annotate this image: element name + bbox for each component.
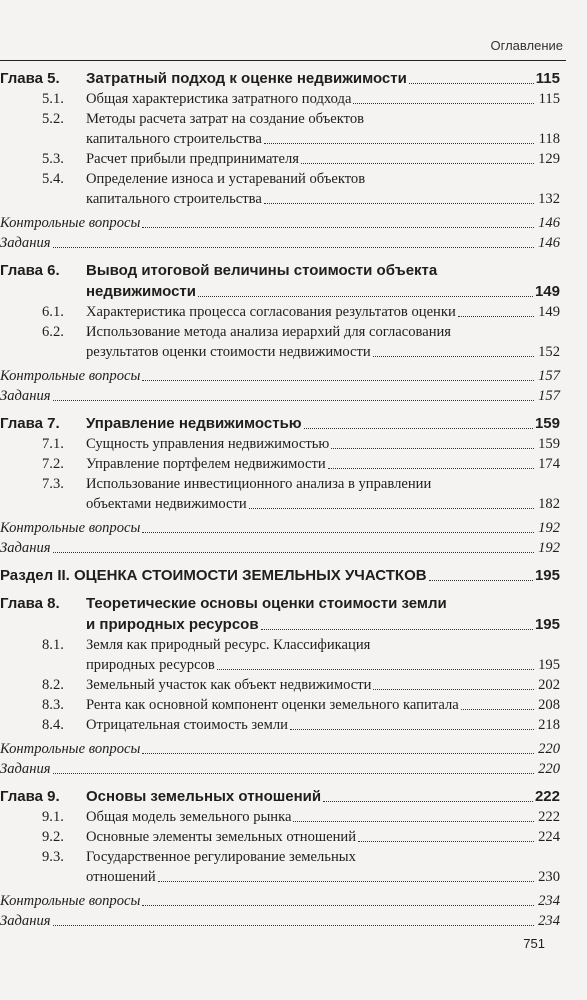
toc-section-entry[interactable] (0, 109, 560, 149)
toc-section-entry[interactable] (0, 169, 560, 209)
toc-line (0, 807, 560, 827)
toc-title: Задания (0, 761, 51, 777)
toc-line (0, 494, 560, 514)
toc-tail (86, 413, 560, 434)
toc-title: Сущность управления недвижимостью (86, 436, 330, 452)
toc-title: Общая модель земельного рынка (86, 809, 292, 825)
toc-title: Вывод итоговой величины стоимости объекта (86, 262, 438, 279)
toc-page-number: 195 (534, 567, 560, 584)
toc-tail (86, 281, 560, 302)
toc-extra-entry[interactable] (0, 891, 560, 911)
toc-line (0, 322, 560, 342)
toc-page-number: 234 (538, 893, 560, 909)
toc-line (0, 759, 560, 779)
toc-page-number: 222 (534, 788, 560, 805)
toc-line (0, 786, 560, 807)
toc-dot-leader (328, 468, 534, 469)
toc-page-number: 224 (538, 829, 560, 845)
toc-section-entry[interactable] (0, 454, 560, 474)
toc-page-number: 132 (538, 191, 560, 207)
toc-number: Глава 5. (0, 70, 60, 87)
toc-tail (0, 386, 560, 406)
toc-dot-leader (249, 508, 534, 509)
toc-dot-leader (461, 709, 534, 710)
toc-title: Управление портфелем недвижимости (86, 456, 326, 472)
toc-dot-leader (429, 580, 533, 581)
toc-tail (86, 494, 560, 514)
toc-dot-leader (373, 356, 534, 357)
toc-page-number: 192 (538, 520, 560, 536)
toc-section-entry[interactable] (0, 434, 560, 454)
toc-tail (86, 434, 560, 454)
toc-line (0, 213, 560, 233)
toc-tail (0, 538, 560, 558)
toc-tail (86, 827, 560, 847)
toc-title: Основы земельных отношений (86, 788, 322, 805)
toc-page-number: 149 (538, 304, 560, 320)
toc-title: Отрицательная стоимость земли (86, 717, 288, 733)
toc-tail (86, 342, 560, 362)
toc-line (0, 474, 560, 494)
toc-line (0, 129, 560, 149)
toc-line (0, 847, 560, 867)
header-rule (0, 60, 566, 61)
toc-line (0, 260, 560, 281)
toc-title: Задания (0, 388, 51, 404)
toc-number: 5.2. (42, 111, 64, 127)
toc-tail (0, 366, 560, 386)
toc-title-continued: и природных ресурсов (86, 616, 259, 633)
toc-title: Задания (0, 540, 51, 556)
toc-line (0, 911, 560, 931)
toc-chapter-entry[interactable] (0, 786, 560, 807)
page-number: 751 (523, 936, 545, 951)
toc-chapter-entry[interactable] (0, 68, 560, 89)
toc-dot-leader (158, 881, 534, 882)
toc-line (0, 827, 560, 847)
toc-number: 8.1. (42, 637, 64, 653)
toc-page-number: 195 (534, 616, 560, 633)
toc-extra-entry[interactable] (0, 386, 560, 406)
toc-section-entry[interactable] (0, 322, 560, 362)
toc-section-entry[interactable] (0, 474, 560, 514)
toc-extra-entry[interactable] (0, 233, 560, 253)
toc-line (0, 695, 560, 715)
toc-number: 5.4. (42, 171, 64, 187)
toc-line (0, 635, 560, 655)
toc-page-number: 157 (538, 368, 560, 384)
toc-tail (86, 786, 560, 807)
toc-number: Глава 8. (0, 595, 60, 612)
toc-section-entry[interactable] (0, 89, 560, 109)
toc-tail (86, 807, 560, 827)
toc-tail (0, 911, 560, 931)
toc-section-entry[interactable] (0, 847, 560, 887)
toc-tail (86, 302, 560, 322)
toc-line (0, 109, 560, 129)
toc-page-number: 192 (538, 540, 560, 556)
toc-title: Управление недвижимостью (86, 415, 302, 432)
toc-line (0, 565, 560, 586)
toc-page-number: 159 (534, 415, 560, 432)
toc-extra-entry[interactable] (0, 538, 560, 558)
table-of-contents (0, 68, 560, 931)
toc-number: 7.1. (42, 436, 64, 452)
toc-line (0, 233, 560, 253)
toc-dot-leader (358, 841, 534, 842)
toc-page-number: 129 (538, 151, 560, 167)
toc-number: Глава 6. (0, 262, 60, 279)
toc-tail (0, 759, 560, 779)
toc-page-number: 182 (538, 496, 560, 512)
toc-number: 9.3. (42, 849, 64, 865)
toc-title: Теоретические основы оценки стоимости земли (86, 595, 447, 612)
toc-dot-leader (53, 247, 534, 248)
toc-number: 6.1. (42, 304, 64, 320)
toc-page-number: 208 (538, 697, 560, 713)
toc-title: Основные элементы земельных отношений (86, 829, 357, 845)
toc-dot-leader (458, 316, 534, 317)
toc-title: Использование инвестиционного анализа в управлении (86, 476, 432, 492)
toc-line (0, 593, 560, 614)
toc-dot-leader (331, 448, 534, 449)
toc-title: Использование метода анализа иерархий для согласования (86, 324, 452, 340)
toc-line (0, 281, 560, 302)
toc-number: 8.2. (42, 677, 64, 693)
toc-dot-leader (264, 143, 534, 144)
toc-line (0, 413, 560, 434)
toc-title: Раздел II. ОЦЕНКА СТОИМОСТИ ЗЕМЕЛЬНЫХ УЧАСТКОВ (0, 567, 427, 584)
toc-title: Затратный подход к оценке недвижимости (86, 70, 407, 87)
toc-dot-leader (304, 428, 533, 429)
toc-tail (0, 213, 560, 233)
toc-title: Методы расчета затрат на создание объектов (86, 111, 365, 127)
toc-dot-leader (142, 380, 534, 381)
toc-title: Земельный участок как объект недвижимости (86, 677, 372, 693)
toc-page-number: 195 (538, 657, 560, 673)
toc-dot-leader (142, 905, 534, 906)
toc-number: 8.4. (42, 717, 64, 733)
toc-number: 6.2. (42, 324, 64, 340)
toc-tail (86, 614, 560, 635)
toc-section-entry[interactable] (0, 695, 560, 715)
toc-line (0, 169, 560, 189)
toc-dot-leader (198, 296, 533, 297)
toc-line (0, 538, 560, 558)
toc-page-number: 146 (538, 235, 560, 251)
toc-title: Контрольные вопросы (0, 520, 141, 536)
toc-dot-leader (373, 689, 534, 690)
toc-tail (0, 565, 560, 586)
toc-number: 5.3. (42, 151, 64, 167)
toc-dot-leader (261, 629, 533, 630)
toc-line (0, 715, 560, 735)
toc-page-number: 146 (538, 215, 560, 231)
toc-title: Рента как основной компонент оценки земельного капитала (86, 697, 459, 713)
toc-page-number: 159 (538, 436, 560, 452)
toc-number: 5.1. (42, 91, 64, 107)
toc-dot-leader (353, 103, 534, 104)
toc-number: 9.1. (42, 809, 64, 825)
toc-page-number: 118 (538, 131, 560, 147)
toc-dot-leader (293, 821, 534, 822)
toc-dot-leader (53, 400, 534, 401)
toc-page-number: 202 (538, 677, 560, 693)
toc-dot-leader (217, 669, 534, 670)
toc-extra-entry[interactable] (0, 739, 560, 759)
toc-extra-entry[interactable] (0, 759, 560, 779)
toc-page-number: 149 (534, 283, 560, 300)
toc-extra-entry[interactable] (0, 518, 560, 538)
toc-line (0, 149, 560, 169)
toc-chapter-entry[interactable] (0, 593, 560, 635)
toc-number: Глава 7. (0, 415, 60, 432)
toc-line (0, 454, 560, 474)
toc-title-continued: отношений (86, 869, 156, 885)
toc-title: Государственное регулирование земельных (86, 849, 356, 865)
toc-page-number: 174 (538, 456, 560, 472)
toc-line (0, 89, 560, 109)
toc-page-number: 220 (538, 761, 560, 777)
toc-dot-leader (53, 773, 534, 774)
toc-dot-leader (323, 801, 533, 802)
toc-title-continued: капитального строительства (86, 131, 262, 147)
toc-tail (86, 89, 560, 109)
toc-dot-leader (142, 753, 534, 754)
toc-extra-entry[interactable] (0, 366, 560, 386)
toc-title-continued: объектами недвижимости (86, 496, 247, 512)
toc-line (0, 386, 560, 406)
toc-number: Глава 9. (0, 788, 60, 805)
toc-section-entry[interactable] (0, 635, 560, 675)
toc-dot-leader (53, 552, 534, 553)
toc-tail (86, 867, 560, 887)
toc-tail (0, 518, 560, 538)
toc-number: 7.2. (42, 456, 64, 472)
toc-tail (86, 675, 560, 695)
toc-section-entry[interactable] (0, 807, 560, 827)
toc-tail (86, 454, 560, 474)
toc-title: Контрольные вопросы (0, 215, 141, 231)
toc-tail (86, 129, 560, 149)
toc-tail (86, 149, 560, 169)
toc-section-entry[interactable] (0, 149, 560, 169)
toc-title-continued: недвижимости (86, 283, 196, 300)
toc-title: Контрольные вопросы (0, 893, 141, 909)
toc-page-number: 222 (538, 809, 560, 825)
toc-page-number: 218 (538, 717, 560, 733)
toc-line (0, 739, 560, 759)
toc-tail (86, 68, 560, 89)
toc-line (0, 366, 560, 386)
toc-title: Земля как природный ресурс. Классификация (86, 637, 371, 653)
toc-chapter-entry[interactable] (0, 260, 560, 302)
toc-tail (86, 189, 560, 209)
toc-dot-leader (409, 83, 534, 84)
toc-page-number: 157 (538, 388, 560, 404)
toc-title: Задания (0, 913, 51, 929)
toc-title: Определение износа и устареваний объектов (86, 171, 366, 187)
toc-section-entry[interactable] (0, 675, 560, 695)
toc-page-number: 220 (538, 741, 560, 757)
toc-title-continued: капитального строительства (86, 191, 262, 207)
toc-dot-leader (301, 163, 534, 164)
toc-page-number: 115 (538, 91, 560, 107)
toc-tail (0, 891, 560, 911)
toc-tail (86, 715, 560, 735)
toc-page-number: 152 (538, 344, 560, 360)
toc-line (0, 614, 560, 635)
toc-title: Контрольные вопросы (0, 368, 141, 384)
toc-number: 8.3. (42, 697, 64, 713)
toc-tail (0, 739, 560, 759)
toc-line (0, 867, 560, 887)
toc-line (0, 302, 560, 322)
toc-line (0, 342, 560, 362)
toc-dot-leader (264, 203, 534, 204)
toc-page-number: 115 (535, 70, 560, 87)
toc-title: Характеристика процесса согласования результатов оценки (86, 304, 456, 320)
toc-number: 9.2. (42, 829, 64, 845)
toc-tail (86, 695, 560, 715)
toc-tail (0, 233, 560, 253)
toc-page-number: 234 (538, 913, 560, 929)
toc-line (0, 68, 560, 89)
toc-title-continued: природных ресурсов (86, 657, 215, 673)
toc-section-entry[interactable] (0, 827, 560, 847)
toc-chapter-entry[interactable] (0, 413, 560, 434)
toc-title-continued: результатов оценки стоимости недвижимости (86, 344, 371, 360)
toc-title: Расчет прибыли предпринимателя (86, 151, 299, 167)
toc-line (0, 434, 560, 454)
toc-page-number: 230 (538, 869, 560, 885)
toc-dot-leader (290, 729, 534, 730)
toc-number: 7.3. (42, 476, 64, 492)
toc-section-entry[interactable] (0, 302, 560, 322)
toc-line (0, 675, 560, 695)
toc-title: Контрольные вопросы (0, 741, 141, 757)
toc-section-entry[interactable] (0, 715, 560, 735)
toc-line (0, 518, 560, 538)
running-header: Оглавление (490, 38, 563, 53)
toc-dot-leader (142, 227, 534, 228)
toc-part-entry[interactable] (0, 565, 560, 586)
toc-tail (86, 655, 560, 675)
toc-extra-entry[interactable] (0, 213, 560, 233)
toc-title: Задания (0, 235, 51, 251)
toc-dot-leader (53, 925, 534, 926)
toc-line (0, 891, 560, 911)
toc-dot-leader (142, 532, 534, 533)
toc-title: Общая характеристика затратного подхода (86, 91, 352, 107)
toc-line (0, 189, 560, 209)
toc-line (0, 655, 560, 675)
toc-extra-entry[interactable] (0, 911, 560, 931)
